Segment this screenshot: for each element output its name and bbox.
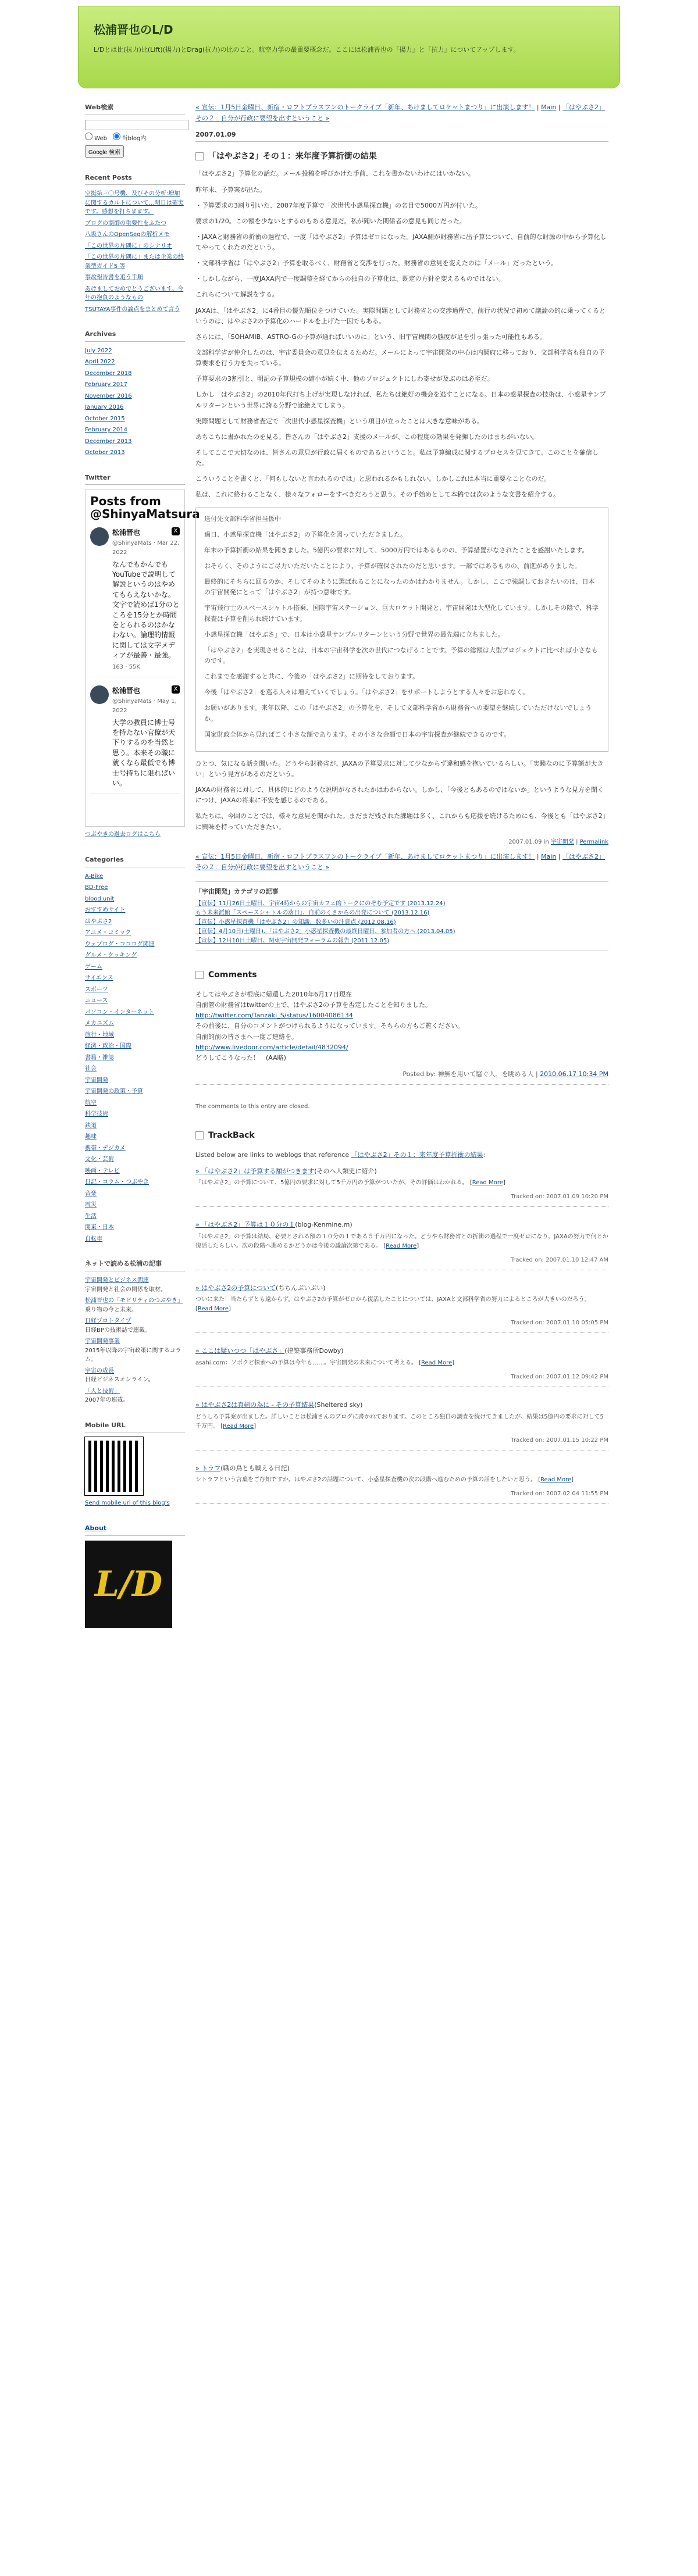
list-item xyxy=(85,273,185,283)
prev-post-link[interactable]: « 宣伝：1月5日金曜日、新宿・ロフトプラスワンのトークライブ「新年、あけましてロケットまつり」に出演します！ xyxy=(195,852,535,860)
list-item xyxy=(85,940,185,949)
archive-link[interactable]: January 2016 xyxy=(85,404,124,411)
x-logo-icon: X xyxy=(172,527,180,535)
post-paragraph: あちこちに書かれたのを見る。皆さんの「はやぶさ2」支援のメールが、この程度の効果を発揮したのはまちがいない。 xyxy=(195,433,539,441)
category-link[interactable]: 科学技術 xyxy=(85,1111,108,1118)
list-item xyxy=(195,937,608,946)
trackback-source: (職の鳥とも戦える日記) xyxy=(220,1464,290,1472)
list-item xyxy=(85,974,185,983)
widget-heading xyxy=(85,1523,185,1536)
list-item xyxy=(85,1223,185,1232)
trackback-title-line xyxy=(195,1346,608,1356)
post-paragraph: そしてここで大切なのは、皆さんの意見が行政に届くものであるということ。私は予算編成に関するプロセスを見てきて、このことを確信した。 xyxy=(195,449,599,467)
trackback-item xyxy=(195,1396,608,1450)
category-link[interactable]: 航空 xyxy=(85,1099,97,1106)
post-body xyxy=(195,169,608,500)
list-item xyxy=(195,909,608,918)
recent-post-link[interactable]: 「この世界の片隅に」のシナリオ xyxy=(85,242,172,249)
trackback-title-link[interactable]: » はやぶさ2は真剣の為に - その予算結果 xyxy=(195,1400,315,1409)
main-content xyxy=(188,98,613,1643)
list-item xyxy=(85,1099,185,1108)
avatar xyxy=(90,527,109,546)
list-item xyxy=(85,1008,185,1017)
category-link[interactable]: 映画・テレビ xyxy=(85,1167,120,1174)
about-link[interactable]: About xyxy=(85,1524,107,1532)
post-paragraph: 「はやぶさ2」予算化の話だ。メール投稿を呼びかけた手前、これを書かないわけにはいかない。 xyxy=(195,170,475,178)
trackback-excerpt: 「はやぶさ2」の予算は結局、必要とされる額の１０分の１である５千万円になった。どうやら財務省との折衝の過程で一度ゼロになり、JAXAの努力で何とか復活したらしい。次の段階へ進めるかどうかは今後の議論次第である。 [Read More] xyxy=(195,1233,608,1249)
tweet-author: 松浦晋也 xyxy=(112,687,141,695)
category-link[interactable]: 宇宙開発 xyxy=(85,1077,108,1084)
article-link[interactable]: 宇宙開発事業 xyxy=(85,1338,120,1345)
category-link[interactable]: パソコン・インターネット xyxy=(85,1009,154,1016)
category-link[interactable]: 関東・日本 xyxy=(85,1224,114,1231)
list-item xyxy=(85,963,185,972)
list-item xyxy=(85,1337,185,1364)
category-link[interactable]: ゲーム xyxy=(85,963,102,970)
articles-widget xyxy=(85,1259,185,1405)
post-paragraph: JAXAの財務省に対して、具体的にどのような説明がなされたかはわからない。しかし、「今後ともあるのではないか」というような見方を聞くにつけ、JAXAの将来に不安を感じるのである。 xyxy=(195,786,604,805)
web-search-widget xyxy=(85,102,185,158)
page xyxy=(78,0,620,1643)
archive-link[interactable]: December 2013 xyxy=(85,438,132,445)
trackback-post-link[interactable]: 「はやぶさ2」その１：来年度予算折衝の結果 xyxy=(351,1151,483,1159)
quote-paragraph: おそらく、そのようにご尽力いただいたことにより、予算が確保されたのだと思います。一部ではあるものの、前進がありました。 xyxy=(204,562,581,570)
article-link[interactable]: 松浦晋也の「モビリティのつぶやき」 xyxy=(85,1298,183,1305)
comment-line: その前後に、自分のコメントがつけられるようになっています。そちらの方もご覧ください。 xyxy=(195,1022,464,1030)
post-paragraph: こういうことを書くと、「何もしないと言われるのでは」と思われるかもしれない。しかしこれは本当に重要なことなのだ。 xyxy=(195,475,551,483)
tweet[interactable] xyxy=(90,527,180,677)
next-post-link[interactable]: 「はやぶさ2」その２：自分が行政に要望を出すということ » xyxy=(195,103,606,122)
related-post-link[interactable]: 【宣伝】12月10日土曜日、関東宇宙開発フォーラムの報告 (2011.12.05) xyxy=(195,937,390,944)
list-item xyxy=(85,1189,185,1199)
list-item xyxy=(195,927,608,937)
read-more-link[interactable]: Read More xyxy=(421,1359,453,1366)
post-paragraph: ・文部科学省は「はやぶさ2」予算を取るべく、財務省と交渉を行った。財務省の意見を変えたのは「メール」だったという。 xyxy=(195,259,558,267)
trackback-source: (blog-Kenmine.m) xyxy=(295,1221,352,1229)
read-more-link[interactable]: Read More xyxy=(197,1306,229,1313)
list-item xyxy=(85,1110,185,1119)
category-link[interactable]: A-Bike xyxy=(85,873,104,880)
quote-paragraph: 今後「はやぶさ2」を巡る人々は増えていくでしょう。「はやぶさ2」をサポートしようとする人々をお忘れなく。 xyxy=(204,688,529,696)
trackback-source: (そのヘ人類史に紹介) xyxy=(314,1167,377,1175)
category-link[interactable]: 趣味 xyxy=(85,1134,97,1141)
recent-post-link[interactable]: 八坂さんのOpenSeqの解析メモ xyxy=(85,231,170,238)
category-link[interactable]: 鉄道 xyxy=(85,1122,97,1129)
post-paragraph: 私は、これに終わることなく、様々なフォローをすべきだろうと思う。その手始めとして本稿では次のような文書を紹介する。 xyxy=(195,491,560,499)
article-link[interactable]: 日経プロトタイプ xyxy=(85,1318,131,1325)
category-link[interactable]: BD-Free xyxy=(85,884,108,891)
quote-paragraph: 国家財政全体から見ればごく小さな額であります。その小さな金額で日本の宇宙探査が継続できるのです。 xyxy=(204,730,511,738)
trackback-title-line xyxy=(195,1220,608,1230)
article-desc: 2007年の連載。 xyxy=(85,1397,129,1404)
category-link[interactable]: 書籍・雑誌 xyxy=(85,1054,114,1061)
trackback-excerpt: シトラフという言葉をご存知ですか。はやぶさ2の話題について、小惑星探査機の次の段階へ進むための予算の話をしたいと思う。 [Read More] xyxy=(195,1477,574,1484)
category-link[interactable]: 日記・コラム・つぶやき xyxy=(85,1179,149,1186)
tweet-text: 大学の教員に博士号を持たない官僚が天下りするのを当然と思う。本来その職に就くなら最低でも博士号持ちに限ればいい。 xyxy=(112,718,176,787)
trackback-title-line xyxy=(195,1400,608,1410)
tweet-text: なんでもかんでもYouTubeで説明して解説というのはやめてもらえないかな。文字で読めば1分のところを15分とか時間をとられるのはかなわない。論理的情報に関しては文字メディアが最善・最強。 xyxy=(112,560,180,660)
list-item xyxy=(85,1132,185,1142)
sidebar xyxy=(78,98,200,1643)
related-post-link[interactable]: 【宣伝】4月10日(土曜日)、「はやぶさ2」小惑星探査機の最終日曜日、参加者の方へ (2013.04.05) xyxy=(195,928,455,935)
tracked-on: Tracked on: 2007.02.04 11:55 PM xyxy=(511,1491,608,1498)
list-item xyxy=(85,1019,185,1028)
post-paragraph: 昨年末、予算案が出た。 xyxy=(195,185,266,194)
trackback-item xyxy=(195,1460,608,1505)
trackback-title-link[interactable]: » はやぶさ2の予算について xyxy=(195,1284,276,1292)
tracked-on: Tracked on: 2007.01.10 05:05 PM xyxy=(511,1320,608,1327)
category-link[interactable]: 文化・芸術 xyxy=(85,1156,114,1163)
read-more-link[interactable]: Read More xyxy=(223,1423,254,1430)
tweet-author: 松浦晋也 xyxy=(112,528,141,537)
google-search-button[interactable]: Google 検索 xyxy=(85,145,124,158)
list-item xyxy=(85,1121,185,1131)
avatar xyxy=(90,685,109,704)
post-navigation: « 宣伝：1月5日金曜日、新宿・ロフトプラスワンのトークライブ「新年、あけましてロケットまつり」に出演します！ | Main | 「はやぶさ2」その２：自分が行政に要望を出すということ » xyxy=(195,103,606,122)
list-item xyxy=(195,899,608,909)
list-item xyxy=(85,1276,185,1294)
qr-code-image xyxy=(85,1437,143,1495)
comment xyxy=(195,989,608,1063)
article-desc: 日経ビジネスオンライン。 xyxy=(85,1377,154,1384)
trackback-title-line xyxy=(195,1463,608,1474)
related-post-link[interactable]: 【宣伝】11月26日土曜日、宇宙4時からの宇宙カフェ的トークにのぞむ予定です (2013.12.24) xyxy=(195,900,446,907)
ld-logo: L/D xyxy=(85,1541,172,1628)
category-link[interactable]: おすすめサイト xyxy=(85,907,126,914)
post-paragraph: ・しかしながら、一度JAXA内で一度調整を経てからの独自の予算化は、既定の方針を変えるものではない。 xyxy=(195,275,505,283)
letter-quote xyxy=(195,508,608,752)
related-posts xyxy=(195,881,608,951)
post-body-after xyxy=(195,759,608,833)
list-item xyxy=(85,1317,185,1335)
category-link[interactable]: スポーツ xyxy=(85,986,108,993)
comments-heading: Comments xyxy=(195,969,608,981)
post-paragraph: しかし「はやぶさ2」の2010年代打ち上げが実現しなければ、私たちは絶好の機会を逃すことになる。日本の惑星探査の技術は、小惑星サンプルリターンという世界に誇る分野で途絶えてしまう。 xyxy=(195,391,606,409)
category-link[interactable]: 携帯・デジカメ xyxy=(85,1145,126,1152)
list-item xyxy=(85,1201,185,1210)
comment-line: 自前管の財務省はtwitterの上で、はやぶさ2の予算を否定したことを知りました。 xyxy=(195,1001,432,1009)
post-paragraph: JAXAは、「はやぶさ2」に4番目の優先順位をつけていた。実際問題として財務省との交渉過程で、前行の状況で初めて議論の的に乗ってくるというのは、はやぶさ2の予算化のハードルを上げた一因でもある。 xyxy=(195,306,606,325)
article-link[interactable]: 「人と技術」 xyxy=(85,1388,120,1395)
post-paragraph: 予算要求の3割引と、明記の予算規模の縮小が続く中、他のプロジェクトにしわ寄せが及ぶのは必至だ。 xyxy=(195,375,494,383)
comment-line: そしてはやぶさが根底に帰還した2010年6月17日現在 xyxy=(195,991,352,999)
trackback-title-link[interactable]: » トラフ xyxy=(195,1464,221,1472)
category-link[interactable]: ウェブログ・ココログ関連 xyxy=(85,941,155,948)
recent-post-link[interactable]: TSUTAYA事件の論点をまとめて言う xyxy=(85,306,180,313)
blog-banner xyxy=(78,6,620,88)
quote-paragraph: 小惑星探査機「はやぶさ」で、日本は小惑星サンプルリターンという分野で世界の最先端に立ちました。 xyxy=(204,630,504,638)
category-link[interactable]: はやぶさ2 xyxy=(85,918,112,925)
trackback-excerpt: 「はやぶさ2」の予算について、5億円の要求に対して5千万円の予算がついたが、その評価はわかれる。 [Read More] xyxy=(195,1180,505,1187)
archive-link[interactable]: October 2015 xyxy=(85,415,125,422)
trackback-source: (建築事務所Dowby) xyxy=(284,1347,344,1355)
list-item xyxy=(85,1087,185,1096)
category-link[interactable]: アニメ・コミック xyxy=(85,930,131,937)
permalink[interactable]: Permalink xyxy=(579,838,608,845)
post-paragraph: ・JAXAと財務省の折衝の過程で、一度「はやぶさ2」予算はゼロになった。JAXA側が財務省に出予算について、自前的な財源の中から予算化してやってくれたのだという。 xyxy=(195,233,607,252)
related-post-link[interactable]: もう未来派館「スペースシャトルの落日」、自前のくさからの出発について (2013.12.16) xyxy=(195,909,430,916)
quote-paragraph: 宇宙飛行士のスペースシャトル搭乗、国際宇宙ステーション、巨大ロケット開発と、宇宙開発は大型化しています。しかしその陰で、科学探査は予算を削られ続けています。 xyxy=(204,604,599,623)
trackback-source: (Sheltered sky) xyxy=(314,1400,363,1409)
trackback-item xyxy=(195,1163,608,1207)
widget-heading: Web検索 xyxy=(85,102,185,115)
trackback-title-link[interactable]: » ここは疑いつつ「はやぶさ」 xyxy=(195,1347,285,1355)
list-item xyxy=(85,928,185,938)
archive-link[interactable]: April 2022 xyxy=(85,359,115,366)
category-link[interactable]: 旅行・地域 xyxy=(85,1031,114,1038)
related-post-link[interactable]: 【宣伝】小惑星探査機「はやぶさ2」の知識、数多いの注意点 (2012.08.16) xyxy=(195,919,396,926)
blog-tagline: L/Dとは比(抗力)比(Lift)(揚力)とDrag(抗力)の比のこと。航空力学の最重要概念だ。ここには松浦晋也の「揚力」と「抗力」についてアップします。 xyxy=(94,46,520,53)
recent-post-link[interactable]: あけましておめでとうございます。今年の抱負のようなもの xyxy=(85,285,184,302)
list-item xyxy=(85,906,185,915)
category-link[interactable]: 宇宙開発 xyxy=(550,838,574,845)
category-link[interactable]: 生活 xyxy=(85,1213,97,1220)
article-desc: 日経BPの技術誌で連載。 xyxy=(85,1327,151,1334)
comment-line: どうしてこうなった！ (AA略) xyxy=(195,1053,286,1062)
list-item xyxy=(85,996,185,1006)
next-post-link[interactable]: 「はやぶさ2」その２：自分が行政に要望を出すということ » xyxy=(195,852,606,871)
trackback-item xyxy=(195,1216,608,1270)
trackback-intro: Listed below are links to weblogs that reference 「はやぶさ2」その１：来年度予算折衝の結果: xyxy=(195,1151,486,1159)
widget-heading: ネットで読める松浦の記事 xyxy=(85,1259,185,1271)
tracked-on: Tracked on: 2007.01.09 10:20 PM xyxy=(511,1194,608,1201)
archive-link[interactable]: November 2016 xyxy=(85,392,132,399)
list-item xyxy=(85,1042,185,1051)
main-link[interactable]: Main xyxy=(541,852,557,860)
list-item xyxy=(85,1178,185,1187)
trackback-source: (ちちんぷいぷい) xyxy=(276,1284,326,1292)
read-more-link[interactable]: Read More xyxy=(386,1242,417,1249)
list-item xyxy=(85,1235,185,1244)
category-link[interactable]: 経済・政治・国際 xyxy=(85,1043,131,1050)
list-item xyxy=(85,253,185,271)
trackback-item xyxy=(195,1342,608,1387)
widget-heading: Recent Posts xyxy=(85,173,185,185)
list-item xyxy=(85,230,185,240)
article-desc: 乗り物の今と未来。 xyxy=(85,1306,137,1313)
recent-post-link[interactable]: 「この世界の片隅に」または企業の終業型ガイド5 等 xyxy=(85,254,184,270)
category-link[interactable]: メカニズム xyxy=(85,1020,114,1027)
tracked-on: Tracked on: 2007.01.15 10:22 PM xyxy=(511,1437,608,1444)
quote-heading: 送付先文部科学省担当係中 xyxy=(204,515,281,523)
tracked-on: Tracked on: 2007.01.10 12:47 AM xyxy=(510,1256,608,1263)
search-input[interactable] xyxy=(85,120,188,130)
list-item xyxy=(85,1167,185,1176)
archives-widget xyxy=(85,329,185,458)
post-paragraph: 実際問題として財務省査定で「次世代小惑星探査機」という項目が立ったことは大きな意味がある。 xyxy=(195,417,483,425)
comment-link[interactable]: http://www.livedoor.com/article/detail/4832094/ xyxy=(195,1043,348,1051)
comment-time-link[interactable]: 2010.06.17 10:34 PM xyxy=(540,1070,608,1078)
trackback-title-line xyxy=(195,1166,608,1177)
trackback-heading: TrackBack xyxy=(195,1129,608,1142)
list-item xyxy=(85,895,185,904)
columns xyxy=(78,98,620,1643)
blog-title[interactable]: 松浦晋也のL/D xyxy=(94,23,173,37)
list-item xyxy=(85,1053,185,1063)
send-mobile-url-link[interactable]: Send mobile url of this blog's xyxy=(85,1500,170,1507)
post-title: 「はやぶさ2」その１：来年度予算折衝の結果 xyxy=(195,150,608,163)
main-link[interactable]: Main xyxy=(541,103,557,111)
archive-link[interactable]: July 2022 xyxy=(85,347,112,354)
category-link[interactable]: 自転車 xyxy=(85,1235,102,1242)
twitter-widget xyxy=(85,473,200,840)
quote-paragraph: これまでを感謝すると共に、今後の「はやぶさ2」に期待をしております。 xyxy=(204,673,419,681)
list-item xyxy=(85,285,185,303)
quote-paragraph: 最終的にそちらに回るのか、そしてそのように選ばれることになったのかはわかりません。しかし、ここで強調しておきたいのは、日本の宇宙開発にとって「はやぶさ2」が持つ意味です。 xyxy=(204,578,595,596)
trackback-item xyxy=(195,1280,608,1334)
comment-line: 自前的前の皆さまへ一度ご連絡を。 xyxy=(195,1032,298,1041)
mobile-widget xyxy=(85,1420,185,1509)
widget-heading: Archives xyxy=(85,329,185,342)
list-item xyxy=(85,1064,185,1074)
trackback-excerpt: ついに来た！当たらずとも遠からず。はやぶさ2の予算がゼロから復活したことについては、JAXAと文部科学省の努力によるところが大きいのだろう。 [Read More] xyxy=(195,1296,590,1313)
category-link[interactable]: ニュース xyxy=(85,998,108,1005)
post-paragraph: さらには、「SOHAMIB、ASTRO-Gの予算が通ればいいのに」という、旧宇宙機関の態度が足を引っ張った可能性もある。 xyxy=(195,333,546,341)
list-item xyxy=(85,190,185,217)
list-item xyxy=(85,1212,185,1221)
trackback-title-link[interactable]: » 「はやぶさ2」予算は１０分の１ xyxy=(195,1221,295,1229)
widget-heading: Mobile URL xyxy=(85,1420,185,1433)
comment-meta: Posted by: 神無を用いて騒ぐ人。を眺める人 | 2010.06.17 10:34 PM xyxy=(195,1063,608,1085)
archive-link[interactable]: February 2017 xyxy=(85,381,127,388)
trackback-excerpt: asahi.com：ソポクピ探索への予算は今年も……。宇宙開発の未来について考える。 [Read More] xyxy=(195,1359,455,1366)
quote-paragraph: 過日、小惑星探査機「はやぶさ2」の予算化を図っていただきました。 xyxy=(204,530,407,538)
trackback-title-line xyxy=(195,1283,608,1294)
comments-closed-notice: The comments to this entry are closed. xyxy=(195,1103,310,1110)
post-paragraph: 要求の1/20。この額を少ないとするのもある意見だ。私が聞いた関係者の意見も同じだった。 xyxy=(195,217,466,225)
quote-paragraph: 年末の予算折衝の結果を聞きました。5億円の要求に対して、5000万円ではあるものの、予算措置がなされたことを感謝いたします。 xyxy=(204,546,589,554)
archive-link[interactable]: December 2018 xyxy=(85,370,132,377)
list-item xyxy=(85,872,185,881)
list-item xyxy=(85,1387,185,1405)
post-date: 2007.01.09 xyxy=(195,130,608,142)
category-link[interactable]: blood.unit xyxy=(85,895,115,902)
comment-link[interactable]: http://twitter.com/Tanzaki_S/status/16004086134 xyxy=(195,1012,353,1020)
list-item xyxy=(85,305,185,315)
prev-post-link[interactable]: « 宣伝：1月5日金曜日、新宿・ロフトプラスワンのトークライブ「新年、あけましてロケットまつり」に出演します！ xyxy=(195,103,535,111)
category-link[interactable]: 震災 xyxy=(85,1202,97,1209)
widget-heading: Twitter xyxy=(85,473,185,485)
category-link[interactable]: グルメ・クッキング xyxy=(85,952,137,959)
list-item xyxy=(85,917,185,927)
radio-web[interactable]: Web xyxy=(85,135,107,142)
list-item xyxy=(85,242,185,251)
list-item xyxy=(85,951,185,960)
read-more-link[interactable]: Read More xyxy=(472,1180,503,1187)
tweet-handle: @ShinyaMats · May 1, 2022 xyxy=(112,698,177,714)
category-link[interactable]: 音楽 xyxy=(85,1190,97,1197)
post-paragraph: これらについて解説をする。 xyxy=(195,291,279,299)
twitter-archive-link[interactable]: つぶやきの過去ログはこちら xyxy=(85,831,161,838)
list-item xyxy=(85,219,185,228)
recent-posts-widget xyxy=(85,173,185,315)
related-heading: 「宇宙開発」カテゴリの記事 xyxy=(195,888,279,896)
tracked-on: Tracked on: 2007.01.12 09:42 PM xyxy=(511,1373,608,1380)
list-item xyxy=(85,883,185,892)
categories-widget xyxy=(85,855,185,1244)
post-paragraph: 文部科学省が仲介したのは、宇宙委員会の意見を伝えるためだ。メールによって宇宙開発の中心は内閣府に移っており、文部科学省も独自の予算要求を行う力を失っている。 xyxy=(195,349,605,367)
trackback-title-link[interactable]: » 「はやぶさ2」は予算する額がつきます xyxy=(195,1167,315,1175)
list-item xyxy=(85,1076,185,1085)
category-link[interactable]: 宇宙開発の政策・予算 xyxy=(85,1088,143,1095)
quote-paragraph: お願いがあります。来年以降、この「はやぶさ2」の予算化を、そして文部科学省から財務省への要望を継続していただけないでしょうか。 xyxy=(204,704,592,723)
post-footer: 2007.01.09 in 宇宙開発 | Permalink xyxy=(508,838,608,845)
list-item xyxy=(85,1155,185,1164)
list-item xyxy=(85,985,185,995)
x-logo-icon: X xyxy=(172,685,180,694)
list-item xyxy=(85,1144,185,1153)
radio-blog[interactable]: 当blog内 xyxy=(113,135,147,142)
twitter-timeline[interactable] xyxy=(85,490,200,827)
read-more-link[interactable]: Read More xyxy=(540,1477,572,1484)
list-item xyxy=(85,1296,185,1314)
list-item xyxy=(195,918,608,927)
archive-link[interactable]: October 2013 xyxy=(85,449,125,456)
recent-post-link[interactable]: 事故報告書を追う手順 xyxy=(85,274,143,281)
list-item xyxy=(85,1367,185,1385)
post-paragraph: 私たちは、今回のことでは、様々な意見を聞かれた。まだまだ残された課題は多く、これからも応援を続けるためにも、今後とも「はやぶさ2」に興味を持っていただきたい。 xyxy=(195,812,606,831)
tweet-stats: 163 · 55K xyxy=(112,664,140,671)
recent-post-link[interactable]: 空挺第三〇号機、及びその分析:増加に関するカルトについて…明日は確実です。感想を打ちまます。 xyxy=(85,191,184,216)
tweet-handle: @ShinyaMats · Mar 22, 2022 xyxy=(112,540,180,556)
about-widget xyxy=(85,1523,185,1628)
category-link[interactable]: サイエンス xyxy=(85,975,113,982)
quote-paragraph: 「はやぶさ2」を実現させることは、日本の宇宙科学を次の世代につなげることです。予算の総額は大型プロジェクトに比べれば小さなものです。 xyxy=(204,646,598,664)
article-desc: 2015年以降の宇宙政策に関するコラム。 xyxy=(85,1347,181,1363)
article-link[interactable]: 宇宙の成長 xyxy=(85,1367,114,1374)
timeline-title: Posts from @ShinyaMatsura xyxy=(90,494,200,521)
trackback-excerpt: どうしろ予算案が出ました。詳しいことは松浦さんのブログに書かれております。このところ独自の調査を続けてきましたが、結果は5億円の要求に対して5千万円。 [Read More] xyxy=(195,1413,604,1430)
article-desc: 宇宙開発と社会の関係を取材。 xyxy=(85,1286,166,1293)
list-item xyxy=(85,1031,185,1040)
post-paragraph: ひとつ、気になる話を聞いた。どうやら財務省が、JAXAの予算要求に対して少なからず違和感を抱いているらしい。「実験なのに予算額が大きい」という見方があるのだという。 xyxy=(195,759,604,778)
category-link[interactable]: 社会 xyxy=(85,1066,97,1073)
post-navigation-bottom: « 宣伝：1月5日金曜日、新宿・ロフトプラスワンのトークライブ「新年、あけましてロケットまつり」に出演します！ | Main | 「はやぶさ2」その２：自分が行政に要望を出すということ » xyxy=(195,852,606,871)
archive-link[interactable]: February 2014 xyxy=(85,427,127,434)
widget-heading: Categories xyxy=(85,855,185,867)
article-link[interactable]: 宇宙開発とビジネス関連 xyxy=(85,1277,149,1284)
post-paragraph: ・予算要求の3割り引いた、2007年度予算で「次世代小惑星探査機」の名目で5000万円が付いた。 xyxy=(195,201,482,209)
tweet[interactable] xyxy=(90,685,180,794)
recent-post-link[interactable]: ブログの制御の重要性をふたつ xyxy=(85,220,166,227)
